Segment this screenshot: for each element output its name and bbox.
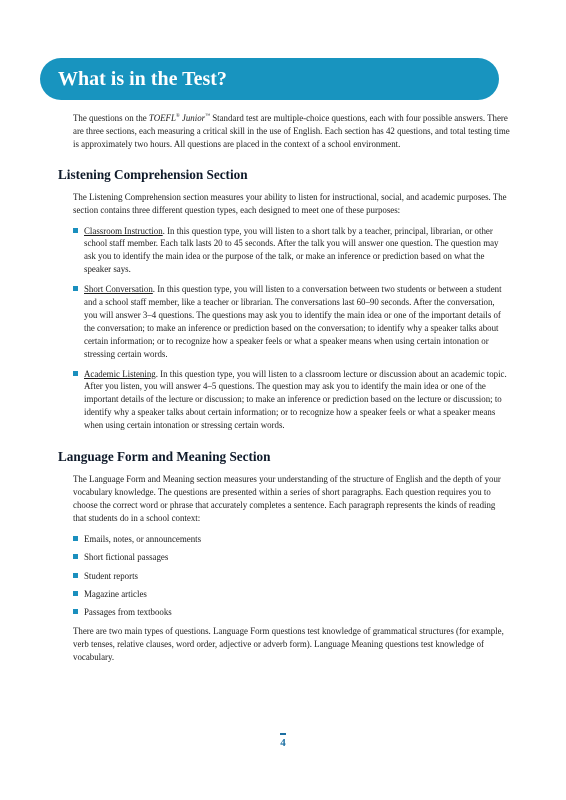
item-text: . In this question type, you will listen to a short talk by a teacher, principal, librarian, or other school staff member. Each talk lasts 20 to 45 seconds. After the talk you will answer one question. The question may ask you to identify the main idea or the purpose of the talk, or make an inference or prediction based on what the speaker says. bbox=[84, 225, 499, 275]
intro-paragraph bbox=[73, 111, 510, 151]
square-bullet-icon bbox=[73, 371, 78, 376]
list-item: Passages from textbooks bbox=[73, 606, 510, 619]
intro-pre: The questions on the bbox=[73, 112, 149, 123]
square-bullet-icon bbox=[73, 228, 78, 233]
list-item bbox=[73, 368, 510, 433]
page-number: 4 bbox=[272, 733, 294, 749]
listening-body: The Listening Comprehension section measures your ability to listen for instructional, social, and academic purposes. The section contains three different question types, each designed to meet one of these purposes: bbox=[73, 191, 507, 215]
language-section bbox=[73, 473, 510, 664]
list-item bbox=[73, 225, 510, 277]
listening-section bbox=[73, 191, 510, 432]
item-text: . In this question type, you will listen to a conversation between two students or between a student and a school staff member, like a teacher or librarian. The conversations last 60–90 seconds. After the conversation, you will answer 3–4 questions. The questions may ask you to identify the main idea or one of the important details of the conversation; to make an inference or prediction based on the conversation; to identify why a speaker talks about certain information; or to recognize how a speaker feels or what a speaker means when using certain intonation or stressing certain words. bbox=[84, 284, 502, 359]
banner-title: What is in the Test? bbox=[58, 67, 227, 90]
language-list bbox=[73, 533, 510, 620]
list-item: Student reports bbox=[73, 570, 510, 583]
listening-list bbox=[73, 225, 510, 433]
intro-brand: TOEFL® Junior™ bbox=[148, 112, 210, 123]
item-term: Classroom Instruction bbox=[84, 225, 163, 236]
list-item: Emails, notes, or announcements bbox=[73, 533, 510, 546]
list-item: Short fictional passages bbox=[73, 551, 510, 564]
square-bullet-icon bbox=[73, 554, 78, 559]
listening-heading: Listening Comprehension Section bbox=[58, 166, 248, 182]
page-content bbox=[58, 111, 510, 664]
page-number-rule bbox=[280, 733, 286, 735]
list-item: Magazine articles bbox=[73, 588, 510, 601]
language-heading: Language Form and Meaning Section bbox=[58, 449, 271, 465]
language-body: The Language Form and Meaning section measures your understanding of the structure of English and the depth of your vocabulary knowledge. The questions are presented within a series of short paragraphs. Each question requires you to choose the correct word or phrase that accurately completes a sentence. Each paragraph represents the kinds of reading that students do in a school context: bbox=[73, 474, 501, 523]
section-banner bbox=[40, 58, 499, 100]
square-bullet-icon bbox=[73, 286, 78, 291]
square-bullet-icon bbox=[73, 573, 78, 578]
intro-post: Standard test are multiple-choice questions, each with four possible answers. There are three sections, each measuring a critical skill in the use of English. Each section has 42 questions, and total testing time is approximately two hours. All questions are placed in the context of a school environment. bbox=[73, 112, 510, 149]
language-closing: There are two main types of questions. Language Form questions test knowledge of grammatical structures (for example, verb tenses, relative clauses, word order, adjective or adverb form). Language Meaning questions test knowledge of vocabulary. bbox=[73, 626, 504, 663]
square-bullet-icon bbox=[73, 536, 78, 541]
square-bullet-icon bbox=[73, 609, 78, 614]
item-term: Academic Listening bbox=[84, 368, 156, 379]
item-term: Short Conversation bbox=[84, 284, 153, 295]
list-item bbox=[73, 283, 510, 360]
square-bullet-icon bbox=[73, 591, 78, 596]
item-text: . In this question type, you will listen to a classroom lecture or discussion about an academic topic. After you listen, you will answer 4–5 questions. The question may ask you to identify the main idea or one of the important details of the lecture or discussion; to make an inference or prediction based on the lecture or discussion; to identify why a speaker talks about certain information; or to recognize how a speaker feels or what a speaker means when using certain intonation or stressing certain words. bbox=[84, 368, 507, 431]
